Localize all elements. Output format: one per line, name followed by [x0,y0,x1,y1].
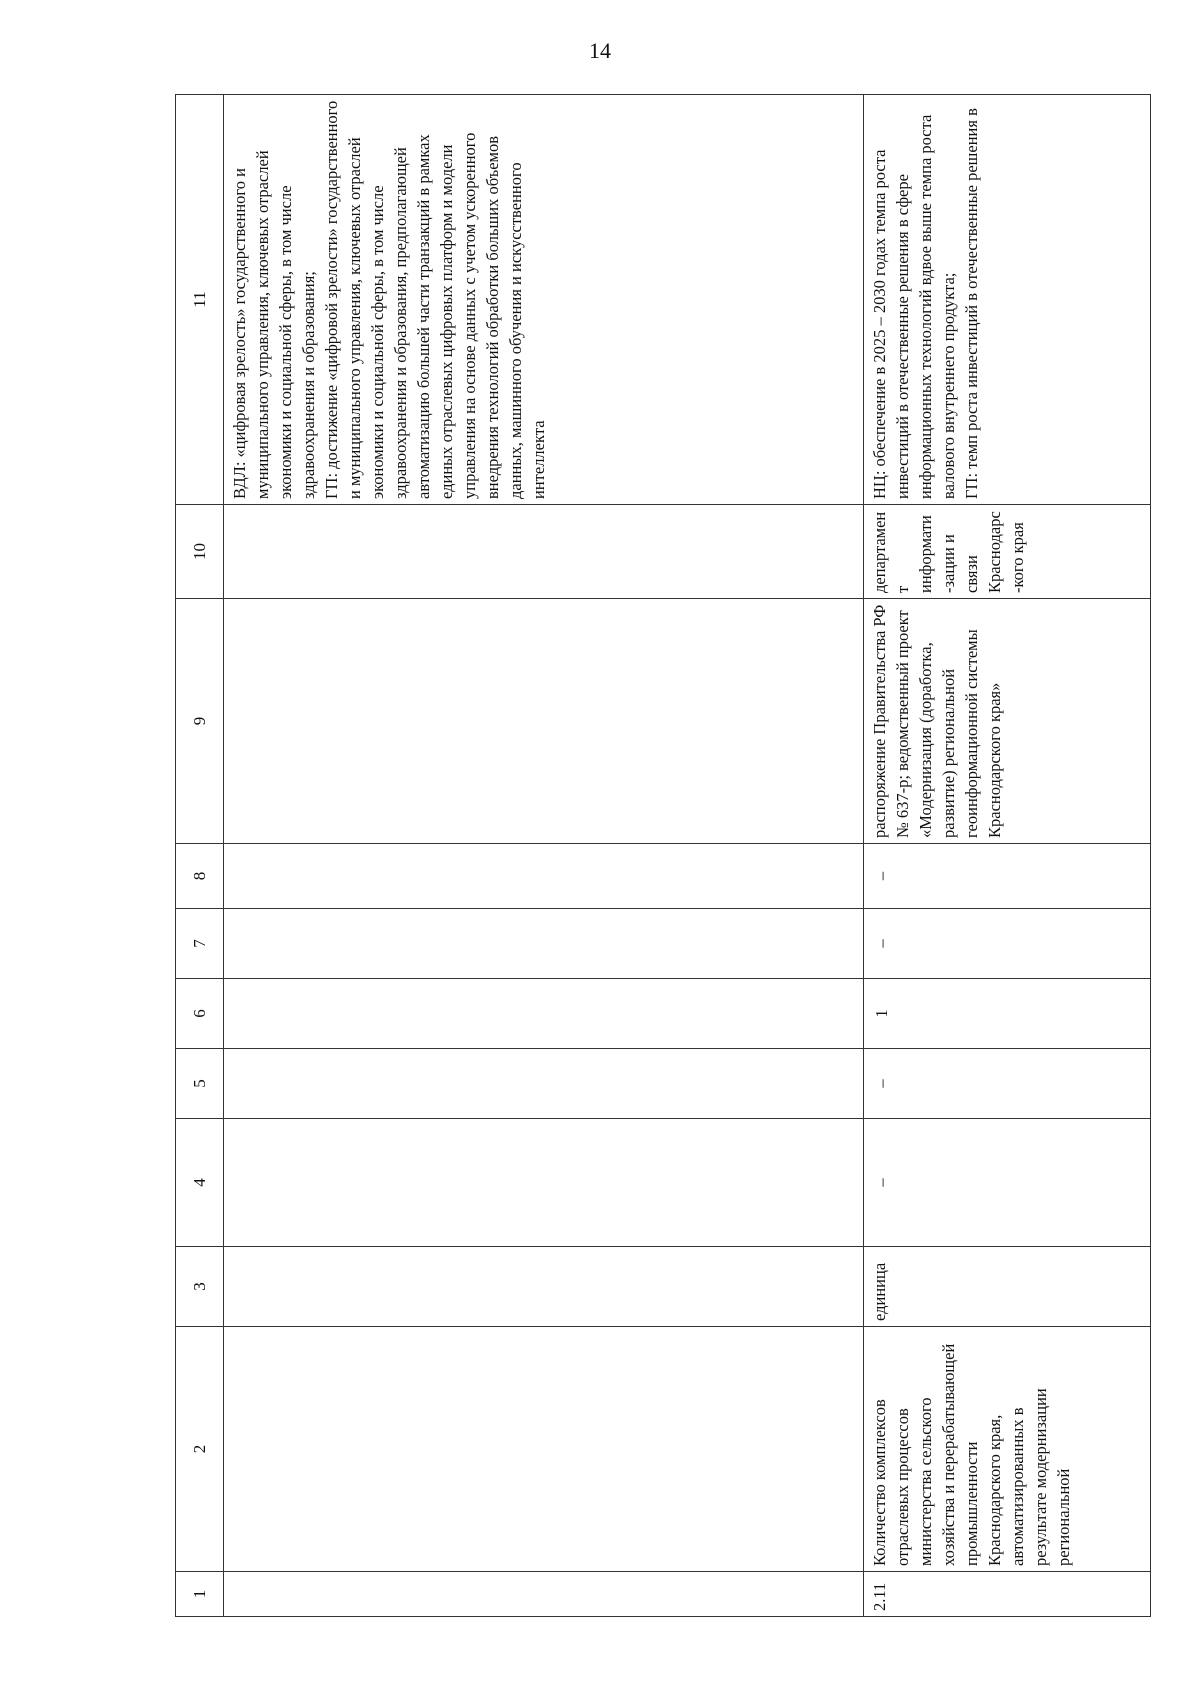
header-col-4: 4 [176,1119,224,1247]
cell-col-7: – [864,909,1151,979]
header-col-9: 9 [176,599,224,844]
cell-empty [224,1572,864,1617]
cell-row-number: 2.11 [864,1572,1151,1617]
page-number: 14 [589,38,611,63]
table-container [175,95,1150,1617]
cell-empty [224,1049,864,1119]
cell-empty [224,1119,864,1247]
header-col-5: 5 [176,1049,224,1119]
header-col-2: 2 [176,1327,224,1572]
cell-goal-links: ВДЛ: «цифровая зрелость» государственного и муниципального управления, ключевых отраслей экономики и социальной сферы, в том числе здравоохранения и образования; ГП: достижение «цифровой зрелости» государственного и муниципального управления, ключевых отраслей экономики и социальной сферы, в том числе здравоохранения и образования, предполагающей автоматизацию большей части транзакций в рамках единых отраслевых цифровых платформ и модели управления на основе данных с учетом ускоренного внедрения технологий обработки больших объемов данных, машинного обучения и искусственного интеллекта [224,95,864,505]
cell-responsible: департамент информати-зации и связи Краснодарс-кого края [864,505,1151,599]
cell-empty [224,979,864,1049]
cell-empty [224,844,864,909]
header-col-11: 11 [176,95,224,505]
header-col-7: 7 [176,909,224,979]
cell-empty [224,1327,864,1572]
cell-indicator-name: Количество комплексов отраслевых процессов министерства сельского хозяйства и перерабатывающей промышленности Краснодарского края, автоматизированных в результате модернизации региональной [864,1327,1151,1572]
table-row-continuation [224,95,864,1617]
cell-empty [224,599,864,844]
header-col-1: 1 [176,1572,224,1617]
header-col-8: 8 [176,844,224,909]
header-row [176,95,224,1617]
cell-empty [224,909,864,979]
cell-unit: единица [864,1247,1151,1327]
cell-empty [224,505,864,599]
cell-col-8: – [864,844,1151,909]
table-row-2-11 [864,95,1151,1617]
header-col-6: 6 [176,979,224,1049]
cell-empty [224,1247,864,1327]
cell-goal-links: НЦ: обеспечение в 2025 – 2030 годах темпа роста инвестиций в отечественные решения в сфере информационных технологий вдвое выше темпа роста валового внутреннего продукта; ГП: темп роста инвестиций в отечественные решения в [864,95,1151,505]
cell-col-4: – [864,1119,1151,1247]
indicators-table [175,94,1151,1617]
cell-document-basis: распоряжение Правительства РФ № 637-р; ведомственный проект «Модернизация (доработка, развитие) региональной геоинформационной системы Краснодарского края» [864,599,1151,844]
cell-col-6: 1 [864,979,1151,1049]
rotated-table [175,95,1150,1617]
header-col-10: 10 [176,505,224,599]
header-col-3: 3 [176,1247,224,1327]
cell-col-5: – [864,1049,1151,1119]
